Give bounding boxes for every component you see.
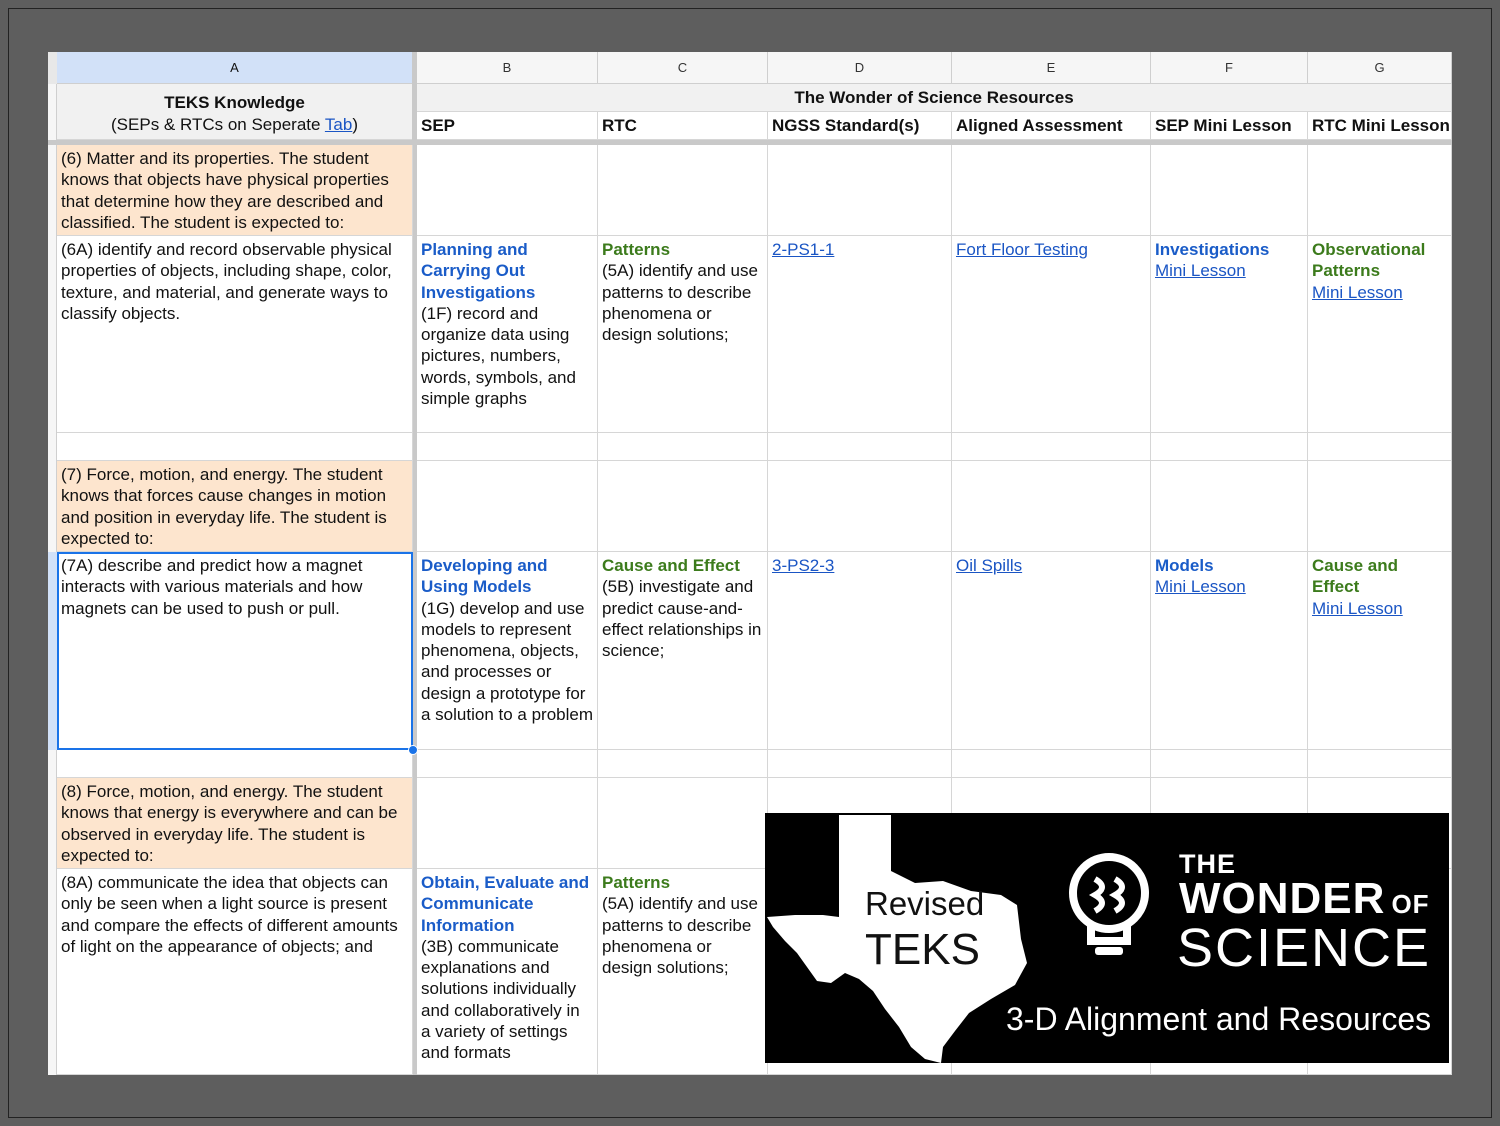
assessment-6a-cell[interactable] xyxy=(952,236,1151,433)
assessment-header[interactable]: Aligned Assessment xyxy=(952,112,1151,140)
empty-cell[interactable] xyxy=(1151,461,1308,552)
ngss-header[interactable]: NGSS Standard(s) xyxy=(768,112,952,140)
ngss-link-3-ps2-3[interactable]: 3-PS2-3 xyxy=(772,556,835,575)
rtc-6a-cell[interactable] xyxy=(598,236,768,433)
blank-cell[interactable] xyxy=(417,750,598,778)
blank-cell[interactable] xyxy=(417,433,598,461)
empty-cell[interactable] xyxy=(598,145,768,236)
sep-header[interactable]: SEP xyxy=(417,112,598,140)
empty-cell[interactable] xyxy=(952,145,1151,236)
fill-handle[interactable] xyxy=(408,745,418,755)
empty-cell[interactable] xyxy=(417,145,598,236)
teks-6-cell[interactable]: (6) Matter and its properties. The student knows that objects have physical properties that determine how they are described and classified. The student is expected to: xyxy=(57,145,413,236)
cell-selection-outline xyxy=(57,552,413,750)
rtc-mini-6a-title: Observational Patterns xyxy=(1312,240,1426,281)
sep-8a-cell[interactable] xyxy=(417,869,598,1075)
rtc-mini-6a-cell[interactable] xyxy=(1308,236,1452,433)
column-header-c[interactable]: C xyxy=(598,52,768,84)
empty-cell[interactable] xyxy=(598,778,768,869)
empty-cell[interactable] xyxy=(1308,461,1452,552)
sep-mini-lesson-link[interactable]: Mini Lesson xyxy=(1155,261,1246,281)
ngss-6a-cell[interactable] xyxy=(768,236,952,433)
lightbulb-logo-icon xyxy=(1065,849,1155,969)
empty-cell[interactable] xyxy=(952,461,1151,552)
rtc-mini-lesson-header[interactable]: RTC Mini Lesson xyxy=(1308,112,1452,140)
banner-tagline: 3-D Alignment and Resources xyxy=(1006,1001,1432,1037)
teks-header-cell[interactable] xyxy=(57,84,413,140)
ngss-link-2-ps1-1[interactable]: 2-PS1-1 xyxy=(772,240,835,259)
sep-6a-text: (1F) record and organize data using pictures, numbers, words, symbols, and simple graphs xyxy=(421,303,576,409)
column-header-d[interactable]: D xyxy=(768,52,952,84)
teks-7-cell[interactable]: (7) Force, motion, and energy. The student knows that forces cause changes in motion and position in everyday life. The student is expected to: xyxy=(57,461,413,552)
blank-cell[interactable] xyxy=(1151,433,1308,461)
revised-label: Revised xyxy=(865,885,985,922)
logo-science: SCIENCE xyxy=(1177,918,1432,978)
rtc-8a-cell[interactable] xyxy=(598,869,768,1075)
rtc-8a-text: (5A) identify and use patterns to describe phenomena or design solutions; xyxy=(602,894,758,978)
sep-7a-cell[interactable] xyxy=(417,552,598,750)
blank-cell[interactable] xyxy=(57,750,413,778)
rtc-header[interactable]: RTC xyxy=(598,112,768,140)
sep-mini-6a-title: Investigations xyxy=(1155,240,1270,259)
rtc-6a-text: (5A) identify and use patterns to describe phenomena or design solutions; xyxy=(602,261,758,345)
sep-mini-7a-title: Models xyxy=(1155,556,1214,575)
empty-cell[interactable] xyxy=(417,778,598,869)
sep-mini-6a-cell[interactable] xyxy=(1151,236,1308,433)
ngss-7a-cell[interactable] xyxy=(768,552,952,750)
teks-6a-cell[interactable]: (6A) identify and record observable physical properties of objects, including shape, color, texture, and material, and generate ways to classify objects. xyxy=(57,236,413,433)
column-header-a[interactable]: A xyxy=(57,52,413,84)
logo-of: OF xyxy=(1391,889,1430,919)
teks-header-title: TEKS Knowledge xyxy=(164,93,305,112)
column-header-b[interactable]: B xyxy=(417,52,598,84)
teks-sub-suffix: ) xyxy=(352,115,358,134)
rtc-mini-7a-cell[interactable] xyxy=(1308,552,1452,750)
rtc-7a-text: (5B) investigate and predict cause-and-effect relationships in science; xyxy=(602,577,762,661)
blank-cell[interactable] xyxy=(1308,433,1452,461)
assessment-link-oil-spills[interactable]: Oil Spills xyxy=(956,556,1023,575)
column-header-g[interactable]: G xyxy=(1308,52,1452,84)
empty-cell[interactable] xyxy=(1308,145,1452,236)
teks-sub-prefix: (SEPs & RTCs on Seperate xyxy=(111,115,325,134)
rtc-8a-title: Patterns xyxy=(602,873,671,892)
blank-cell[interactable] xyxy=(57,433,413,461)
blank-cell[interactable] xyxy=(768,433,952,461)
rtc-mini-7a-title: Cause and Effect xyxy=(1312,556,1398,597)
teks-8a-cell[interactable]: (8A) communicate the idea that objects can only be seen when a light source is present and compare the effects of different amounts of light on the appearance of objects; and xyxy=(57,869,413,1075)
empty-cell[interactable] xyxy=(768,145,952,236)
wonder-of-science-banner xyxy=(765,813,1449,1063)
empty-cell[interactable] xyxy=(598,461,768,552)
sep-6a-cell[interactable] xyxy=(417,236,598,433)
rtc-6a-title: Patterns xyxy=(602,240,671,259)
rtc-7a-title: Cause and Effect xyxy=(602,556,740,575)
empty-cell[interactable] xyxy=(768,461,952,552)
selected-row-indicator xyxy=(48,552,57,750)
teks-7a-cell[interactable]: (7A) describe and predict how a magnet interacts with various materials and how magnets can be used to push or pull. xyxy=(57,552,413,750)
sep-7a-text: (1G) develop and use models to represent phenomena, objects, and processes or design a prototype for a solution to a problem xyxy=(421,598,593,725)
rtc-7a-cell[interactable] xyxy=(598,552,768,750)
sep-mini-lesson-header[interactable]: SEP Mini Lesson xyxy=(1151,112,1308,140)
column-header-e[interactable]: E xyxy=(952,52,1151,84)
logo-the: THE xyxy=(1179,849,1236,879)
sep-mini-7a-cell[interactable] xyxy=(1151,552,1308,750)
blank-cell[interactable] xyxy=(1151,750,1308,778)
assessment-7a-cell[interactable] xyxy=(952,552,1151,750)
tab-link[interactable]: Tab xyxy=(324,115,353,134)
empty-cell[interactable] xyxy=(417,461,598,552)
logo-wonder: WONDER xyxy=(1179,874,1386,923)
sep-8a-text: (3B) communicate explanations and solutions individually and collaboratively in a variety of settings and formats xyxy=(421,936,580,1063)
blank-cell[interactable] xyxy=(768,750,952,778)
resources-header[interactable]: The Wonder of Science Resources xyxy=(417,84,1452,112)
blank-cell[interactable] xyxy=(952,750,1151,778)
empty-cell[interactable] xyxy=(1151,145,1308,236)
sep-mini-lesson-link[interactable]: Mini Lesson xyxy=(1155,577,1246,597)
sep-6a-title: Planning and Carrying Out Investigations xyxy=(421,240,536,302)
teks-8-cell[interactable]: (8) Force, motion, and energy. The student knows that energy is everywhere and can be observed in everyday life. The student is expected to: xyxy=(57,778,413,869)
blank-cell[interactable] xyxy=(1308,750,1452,778)
sep-7a-title: Developing and Using Models xyxy=(421,556,548,597)
rtc-mini-lesson-link[interactable]: Mini Lesson xyxy=(1312,598,1403,618)
assessment-link-fort-floor-testing[interactable]: Fort Floor Testing xyxy=(956,240,1088,259)
column-header-f[interactable]: F xyxy=(1151,52,1308,84)
teks-label: TEKS xyxy=(865,925,980,974)
select-all-corner[interactable] xyxy=(48,52,57,84)
blank-cell[interactable] xyxy=(598,433,768,461)
rtc-mini-lesson-link[interactable]: Mini Lesson xyxy=(1312,282,1403,302)
sep-8a-title: Obtain, Evaluate and Communicate Information xyxy=(421,873,590,935)
blank-cell[interactable] xyxy=(598,750,768,778)
teks-header-subtitle xyxy=(61,114,408,136)
blank-cell[interactable] xyxy=(952,433,1151,461)
